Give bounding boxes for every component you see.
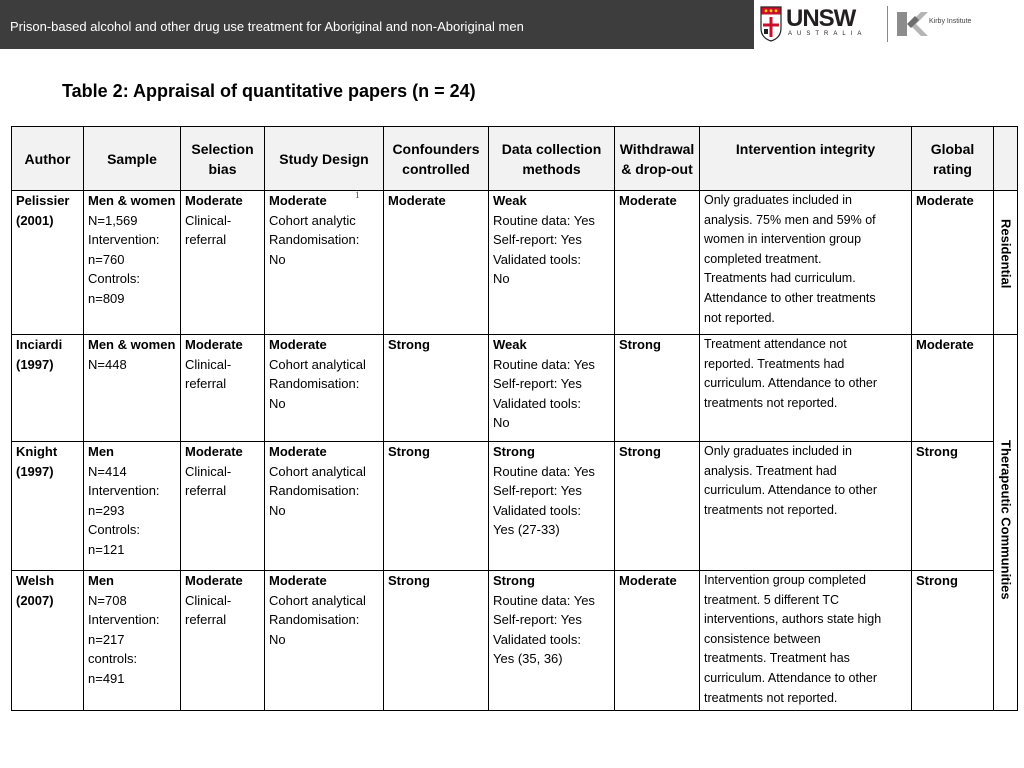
study-design-cell: Moderate Cohort analytical Randomisation: No	[265, 442, 384, 571]
author-cell: Pelissier (2001)	[12, 191, 84, 335]
global-rating-cell: Strong	[912, 571, 994, 711]
kirby-wordmark: Kirby Institute	[929, 18, 972, 25]
logo-divider	[887, 6, 888, 42]
withdrawal-cell: Moderate	[615, 571, 700, 711]
column-header: Global rating	[912, 127, 994, 191]
sample-cell: Men & women N=1,569 Intervention: n=760 Controls: n=809	[84, 191, 181, 335]
global-rating-cell: Moderate	[912, 335, 994, 442]
selection-bias-cell: Moderate Clinical- referral	[181, 442, 265, 571]
table-header-row	[12, 127, 1018, 191]
top-banner	[0, 0, 1024, 49]
footnote-mark: 1	[355, 190, 360, 200]
confounders-cell: Strong	[384, 335, 489, 442]
table-row	[12, 191, 1018, 335]
data-collection-cell: Weak Routine data: Yes Self-report: Yes Validated tools: No	[489, 335, 615, 442]
presentation-title: Prison-based alcohol and other drug use treatment for Aboriginal and non-Aboriginal men	[10, 19, 524, 34]
study-design-cell: Moderate Cohort analytical Randomisation: No	[265, 571, 384, 711]
unsw-crest-icon	[760, 6, 782, 42]
column-header: Sample	[84, 127, 181, 191]
study-design-cell: Moderate Cohort analytical Randomisation: No	[265, 335, 384, 442]
group-label-therapeutic-communities: Therapeutic Communities	[994, 335, 1018, 711]
author-cell: Welsh (2007)	[12, 571, 84, 711]
appraisal-table	[11, 126, 1018, 711]
column-header: Intervention integrity	[700, 127, 912, 191]
selection-bias-cell: Moderate Clinical- referral	[181, 571, 265, 711]
column-header: Selection bias	[181, 127, 265, 191]
column-header: Data collection methods	[489, 127, 615, 191]
column-header: Author	[12, 127, 84, 191]
data-collection-cell: Strong Routine data: Yes Self-report: Yes Validated tools: Yes (27-33)	[489, 442, 615, 571]
column-header: Confounders controlled	[384, 127, 489, 191]
selection-bias-cell: Moderate Clinical- referral	[181, 335, 265, 442]
unsw-wordmark: UNSW	[786, 5, 856, 32]
confounders-cell: Strong	[384, 442, 489, 571]
study-design-cell: Moderate Cohort analytic Randomisation: No	[265, 191, 384, 335]
data-collection-cell: Weak Routine data: Yes Self-report: Yes Validated tools: No	[489, 191, 615, 335]
group-label-residential: Residential	[994, 191, 1018, 335]
author-cell: Knight (1997)	[12, 442, 84, 571]
column-header: Study Design	[265, 127, 384, 191]
table-row	[12, 442, 1018, 571]
withdrawal-cell: Strong	[615, 442, 700, 571]
column-header: Withdrawal & drop-out	[615, 127, 700, 191]
global-rating-cell: Strong	[912, 442, 994, 571]
author-cell: Inciardi (1997)	[12, 335, 84, 442]
intervention-integrity-cell: Only graduates included in analysis. Treatment had curriculum. Attendance to other treatments not reported.	[700, 442, 912, 571]
kirby-institute-icon	[895, 10, 929, 38]
intervention-integrity-cell: Intervention group completed treatment. 5 different TC interventions, authors state high consistence between treatments. Treatment has curriculum. Attendance to other treatments not reported.	[700, 571, 912, 711]
unsw-subtitle: AUSTRALIA	[788, 31, 867, 37]
data-collection-cell: Strong Routine data: Yes Self-report: Yes Validated tools: Yes (35, 36)	[489, 571, 615, 711]
sample-cell: Men N=414 Intervention: n=293 Controls: n=121	[84, 442, 181, 571]
page-title: Table 2: Appraisal of quantitative papers (n = 24)	[62, 81, 476, 101]
logo-area	[754, 0, 1024, 49]
withdrawal-cell: Moderate	[615, 191, 700, 335]
withdrawal-cell: Strong	[615, 335, 700, 442]
confounders-cell: Strong	[384, 571, 489, 711]
group-header-blank	[994, 127, 1018, 191]
global-rating-cell: Moderate	[912, 191, 994, 335]
sample-cell: Men & women N=448	[84, 335, 181, 442]
table-row	[12, 571, 1018, 711]
sample-cell: Men N=708 Intervention: n=217 controls: n=491	[84, 571, 181, 711]
table-row	[12, 335, 1018, 442]
selection-bias-cell: Moderate Clinical- referral	[181, 191, 265, 335]
intervention-integrity-cell: Treatment attendance not reported. Treatments had curriculum. Attendance to other treatments not reported.	[700, 335, 912, 442]
confounders-cell: Moderate	[384, 191, 489, 335]
intervention-integrity-cell: Only graduates included in analysis. 75% men and 59% of women in intervention group completed treatment. Treatments had curriculum. Attendance to other treatments not reported.	[700, 191, 912, 335]
